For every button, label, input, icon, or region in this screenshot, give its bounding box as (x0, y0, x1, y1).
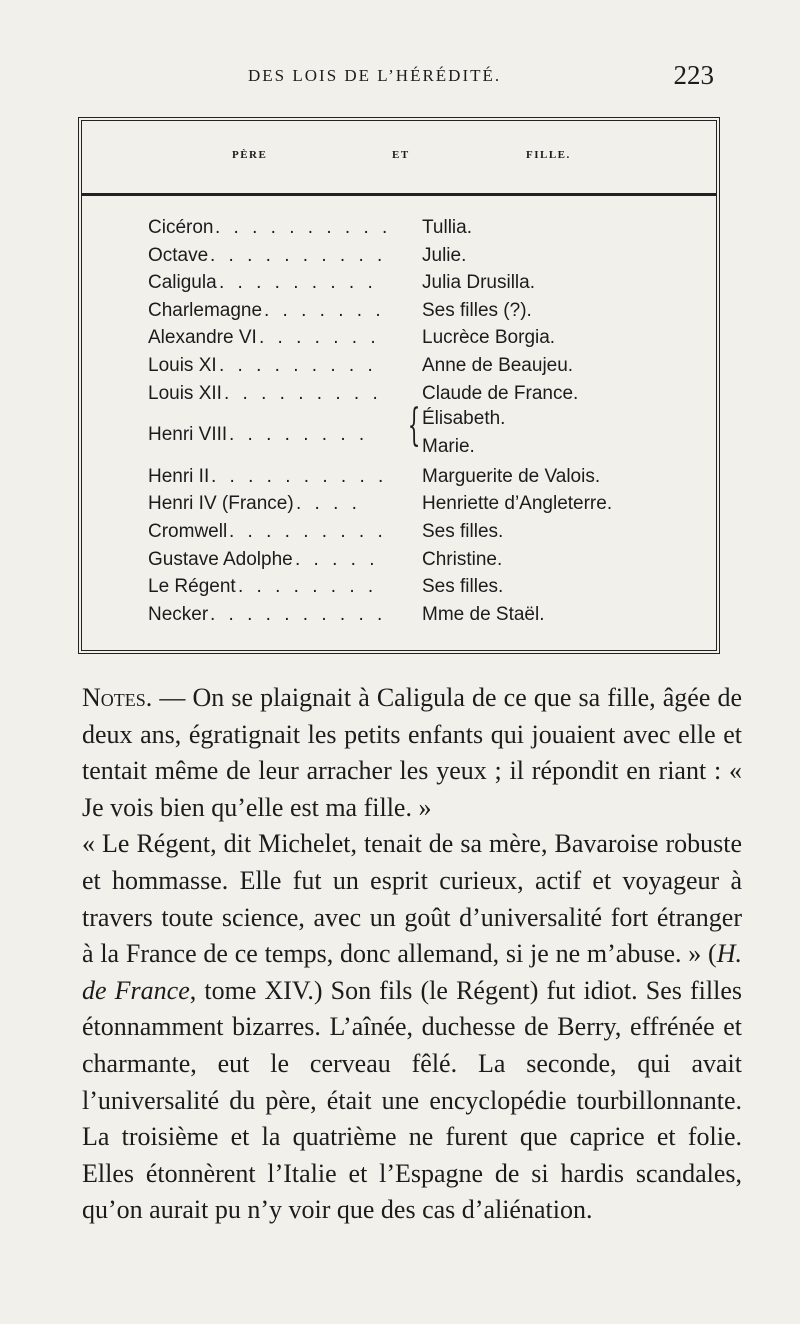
leader-dots: . . . . . . . (264, 299, 385, 321)
table-row (148, 245, 668, 273)
daughter-name: Ses filles. (422, 576, 504, 598)
table-row (148, 217, 668, 245)
leader-dots: . . . . . . . . (238, 576, 378, 598)
father-name: Louis XII (148, 382, 222, 404)
notes-citation-title: H. de France (82, 939, 742, 1005)
father-name: Louis XI (148, 355, 217, 376)
daughter-name: Mme de Staël. (422, 603, 545, 625)
father-name: Henri VIII (148, 424, 228, 446)
notes-paragraph-2-text-b: , tome XIV.) Son fils (le Régent) fut idiot. Ses filles étonnamment bizarres. L’aînée, duchesse de Berry, effrénée et charmante, eut le cerveau fêlé. La seconde, qui avait l’universalité du père, était une encyclopédie tourbillonnante. La troisième et la quatrième ne furent que caprice et folie. Elles étonnèrent l’Italie et l’Espagne de si hardis scandales, qu’on aurait pu n’y voir que des cas d’aliénation. (82, 975, 743, 1225)
daughter-name: Marguerite de Valois. (422, 465, 601, 487)
leader-dots: . . . . . . . (259, 327, 380, 349)
father-name: Henri IV (France) (148, 493, 294, 515)
table-row (148, 327, 668, 355)
leader-dots: . . . . (296, 493, 361, 515)
leader-dots: . . . . . . . . . (224, 382, 382, 404)
column-header-pere: PÈRE (232, 149, 268, 161)
father-name: Cicéron (148, 217, 214, 238)
notes-paragraph-2-text-a: « Le Régent, dit Michelet, tenait de sa mère, Bavaroise robuste et hommasse. Elle fut un esprit curieux, actif et voyageur à travers toute science, avec un goût d’universalité fort étranger à la France de ce temps, donc allemand, si je ne m’abuse. » ( (82, 829, 742, 969)
daughter-name: Ses filles. (422, 521, 504, 542)
leader-dots: . . . . . . . . . (219, 355, 377, 376)
leader-dots: . . . . . . . . . (219, 272, 377, 294)
leader-dots: . . . . . . . . . (229, 521, 387, 542)
father-daughter-table (78, 117, 720, 654)
table-row (148, 272, 668, 300)
table-row (148, 549, 668, 577)
running-title: DES LOIS DE L’HÉRÉDITÉ. (248, 66, 502, 85)
column-header-fille: FILLE. (526, 149, 571, 161)
leader-dots: . . . . . . . . . . (211, 465, 388, 487)
daughter-name-second: Marie. (422, 436, 475, 458)
table-row (148, 466, 668, 494)
father-name: Henri II (148, 465, 210, 487)
page-number: 223 (673, 60, 714, 90)
father-name: Le Régent (148, 576, 236, 598)
leader-dots: . . . . . (295, 548, 379, 570)
table-row (148, 493, 668, 521)
father-name: Alexandre VI (148, 327, 257, 349)
daughter-name: Élisabeth. (422, 408, 506, 430)
daughter-name: Anne de Beaujeu. (422, 355, 574, 376)
father-name: Necker (148, 603, 209, 625)
table-row (148, 300, 668, 328)
father-name: Caligula (148, 272, 217, 294)
daughter-name: Julie. (422, 244, 467, 266)
notes-paragraph-1-text: — On se plaignait à Caligula de ce que sa fille, âgée de deux ans, égratignait les petits enfants qui jouaient avec elle et tentait même de leur arracher les yeux ; il répondit en riant : « Je vois bien qu’elle est ma fille. » (82, 683, 742, 822)
daughter-name: Henriette d’Angleterre. (422, 493, 613, 515)
notes-label: Notes. (82, 683, 153, 712)
father-name: Gustave Adolphe (148, 548, 293, 570)
table-row (148, 521, 668, 549)
table-row (148, 400, 668, 466)
notes-section (82, 680, 742, 1229)
leader-dots: . . . . . . . . . . (210, 603, 387, 625)
daughter-name: Ses filles (?). (422, 299, 532, 321)
leader-dots: . . . . . . . . . . (215, 217, 392, 238)
notes-paragraph-2 (82, 826, 742, 1229)
leader-dots: . . . . . . . . (229, 424, 369, 446)
father-name: Cromwell (148, 521, 228, 542)
page-header (0, 60, 800, 94)
daughter-name: Claude de France. (422, 382, 579, 404)
table-header (82, 121, 716, 196)
table-row (148, 355, 668, 383)
daughter-name: Lucrèce Borgia. (422, 327, 556, 349)
column-header-et: ET (392, 149, 410, 161)
daughter-name: Christine. (422, 548, 503, 570)
notes-paragraph-1 (82, 680, 742, 826)
daughter-name: Tullia. (422, 217, 472, 238)
table-row (148, 576, 668, 604)
brace-symbol: { (407, 400, 421, 452)
table-row (148, 604, 668, 632)
father-name: Octave (148, 244, 209, 266)
daughter-name: Julia Drusilla. (422, 272, 535, 294)
father-name: Charlemagne (148, 299, 263, 321)
leader-dots: . . . . . . . . . . (210, 244, 387, 266)
